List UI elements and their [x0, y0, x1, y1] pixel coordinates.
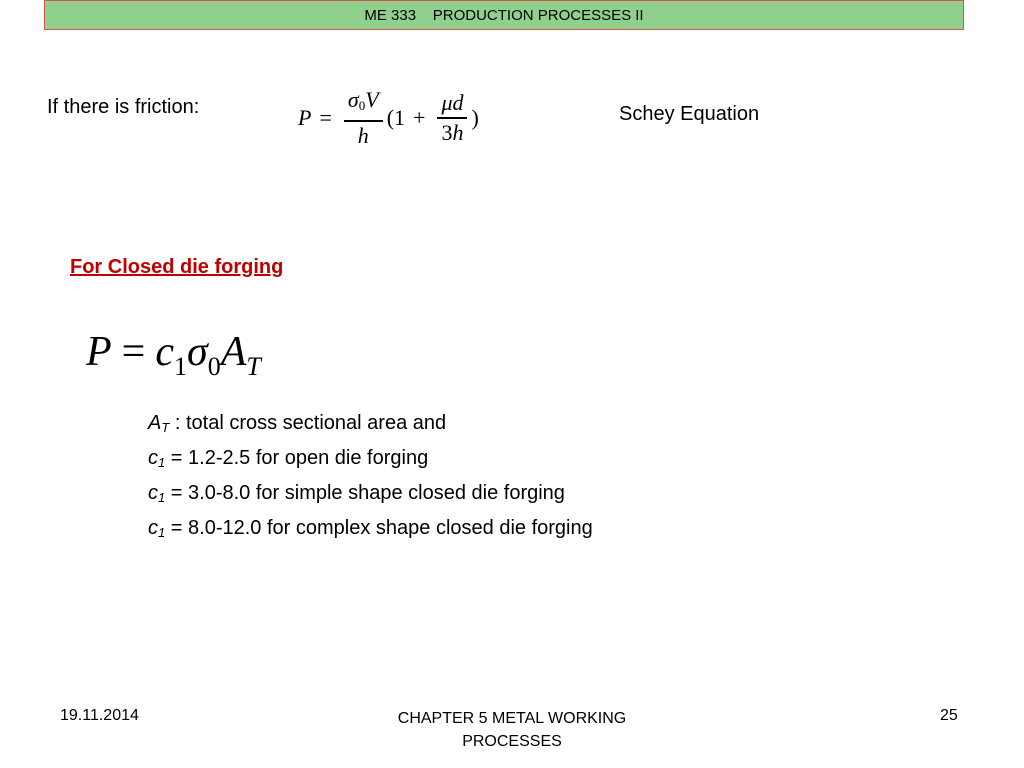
definition-symbol: c	[148, 517, 158, 539]
definition-subscript: 1	[158, 455, 166, 470]
eq1-fraction-1	[344, 88, 383, 148]
schey-equation	[298, 88, 479, 148]
eq2-c-sub: 1	[174, 352, 187, 381]
eq1-close-paren: )	[471, 104, 479, 130]
header-title: ME 333 PRODUCTION PROCESSES II	[364, 6, 644, 24]
eq1-three: 3	[441, 119, 453, 145]
eq1-h2: h	[452, 119, 464, 145]
definition-symbol: c	[148, 447, 158, 469]
eq1-v: V	[365, 87, 379, 112]
eq2-equals: =	[121, 329, 146, 375]
eq1-equals: =	[319, 104, 332, 130]
slide-header	[44, 0, 964, 30]
eq2-sigma: σ	[187, 329, 208, 375]
definition-line	[148, 478, 593, 513]
closed-die-heading: For Closed die forging	[70, 256, 284, 278]
eq2-sigma-sub: 0	[207, 352, 221, 381]
definition-subscript: T	[161, 420, 170, 435]
definition-symbol: A	[148, 412, 162, 434]
eq2-a-sub: T	[246, 352, 261, 381]
definition-line	[148, 443, 593, 478]
definition-line	[148, 513, 593, 548]
eq1-d: d	[452, 90, 464, 115]
eq1-numerator-1	[344, 88, 383, 120]
eq1-sigma-sub: 0	[358, 98, 366, 113]
eq1-mu: μ	[441, 90, 453, 115]
definition-text: = 8.0-12.0 for complex shape closed die forging	[165, 517, 593, 539]
footer-date: 19.11.2014	[60, 707, 139, 724]
eq2-c: c	[155, 329, 174, 375]
definition-line	[148, 408, 593, 443]
definition-subscript: 1	[158, 525, 166, 540]
definitions-list	[148, 408, 593, 548]
eq1-denominator-1: h	[357, 122, 369, 148]
footer-chapter: CHAPTER 5 METAL WORKING PROCESSES	[397, 710, 627, 750]
definition-text: = 3.0-8.0 for simple shape closed die forging	[165, 482, 565, 504]
eq1-numerator-2	[437, 91, 467, 117]
eq1-denominator-2	[441, 119, 463, 145]
definition-text: = 1.2-2.5 for open die forging	[165, 447, 429, 469]
eq2-a: A	[220, 329, 247, 375]
eq2-p: P	[86, 329, 112, 375]
definition-subscript: 1	[158, 490, 166, 505]
eq1-open-paren: (1	[386, 104, 406, 130]
definition-text: : total cross sectional area and	[169, 412, 447, 434]
schey-equation-label: Schey Equation	[619, 103, 760, 125]
definition-symbol: c	[148, 482, 158, 504]
friction-label: If there is friction:	[47, 96, 200, 118]
eq1-fraction-2	[437, 91, 467, 145]
eq1-plus: +	[413, 104, 426, 130]
footer-page-number: 25	[940, 707, 958, 724]
eq1-lhs: P	[298, 104, 312, 130]
eq1-sigma: σ	[347, 87, 359, 112]
closed-die-equation	[86, 322, 261, 397]
